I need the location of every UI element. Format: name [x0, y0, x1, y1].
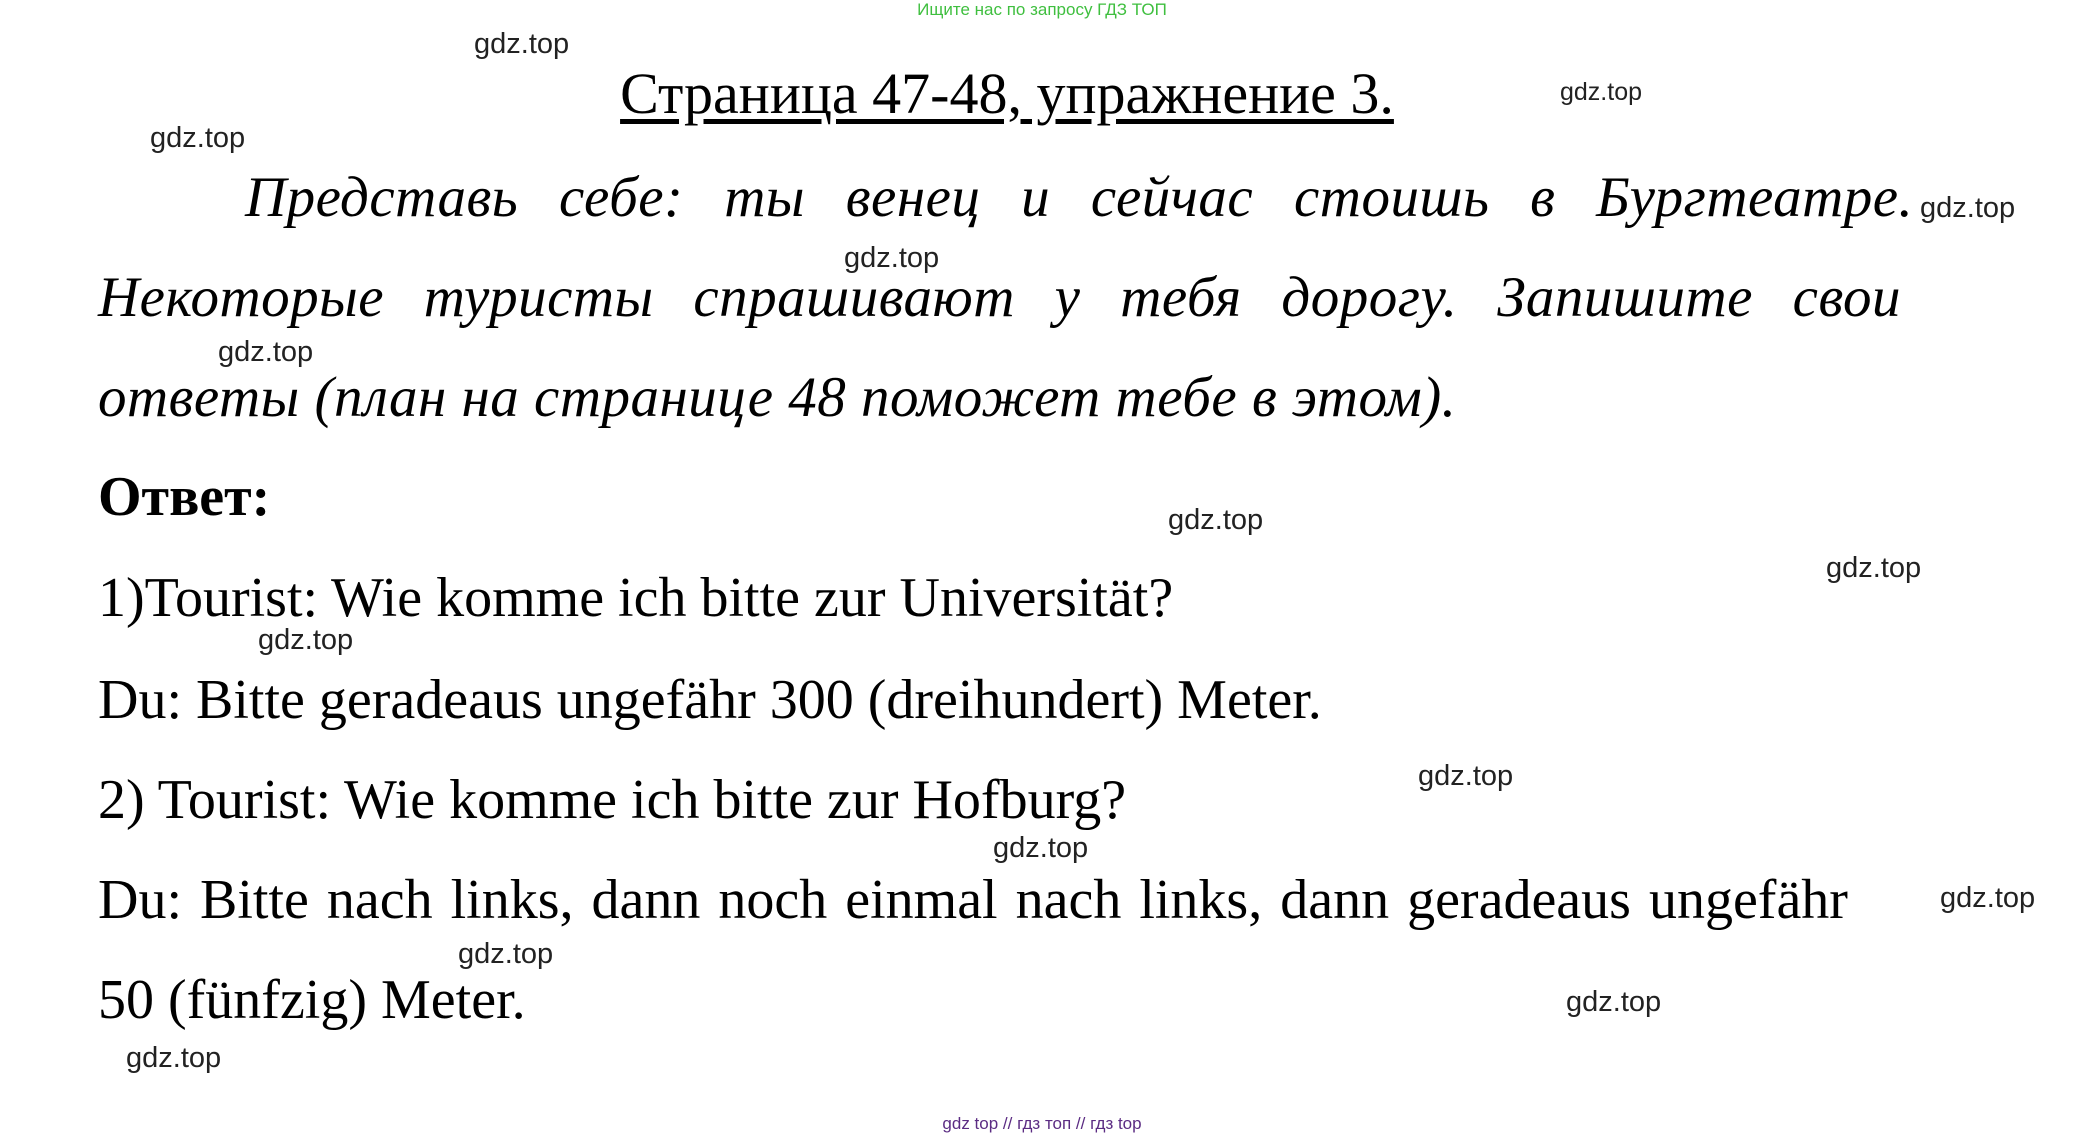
watermark: gdz.top [1920, 192, 2016, 224]
footer-links: gdz top // гдз топ // гдз top [942, 1114, 1142, 1133]
task-line-2: Некоторые туристы спрашивают у тебя дорогу. Запишите свои [98, 266, 1901, 329]
watermark: gdz.top [1566, 986, 1662, 1018]
page-title: Страница 47-48, упражнение 3. [620, 61, 1394, 126]
answer-line-4: Du: Bitte nach links, dann noch einmal nach links, dann geradeaus ungefähr [98, 869, 1848, 931]
answer-line-5: 50 (fünfzig) Meter. [98, 969, 526, 1031]
top-banner: Ищите нас по запросу ГДЗ ТОП [917, 0, 1167, 19]
watermark: gdz.top [458, 938, 554, 970]
answer-label: Ответ: [98, 466, 271, 528]
watermark: gdz.top [1940, 882, 2036, 914]
answer-line-2: Du: Bitte geradeaus ungefähr 300 (dreihundert) Meter. [98, 669, 1322, 731]
watermark: gdz.top [1826, 552, 1922, 584]
watermark: gdz.top [1418, 760, 1514, 792]
answer-line-3: 2) Tourist: Wie komme ich bitte zur Hofburg? [98, 769, 1127, 831]
watermark: gdz.top [1560, 78, 1643, 106]
task-line-3: ответы (план на странице 48 поможет тебе в этом). [98, 366, 1457, 429]
watermark: gdz.top [993, 832, 1089, 864]
watermark: gdz.top [258, 624, 354, 656]
task-line-1: Представь себе: ты венец и сейчас стоишь в Бургтеатре. [245, 166, 1914, 229]
watermark: gdz.top [150, 122, 246, 154]
answer-line-1: 1)Tourist: Wie komme ich bitte zur Universität? [98, 567, 1174, 629]
watermark: gdz.top [474, 28, 570, 60]
watermark: gdz.top [126, 1042, 222, 1074]
watermark: gdz.top [218, 336, 314, 368]
watermark: gdz.top [1168, 504, 1264, 536]
watermark: gdz.top [844, 242, 940, 274]
